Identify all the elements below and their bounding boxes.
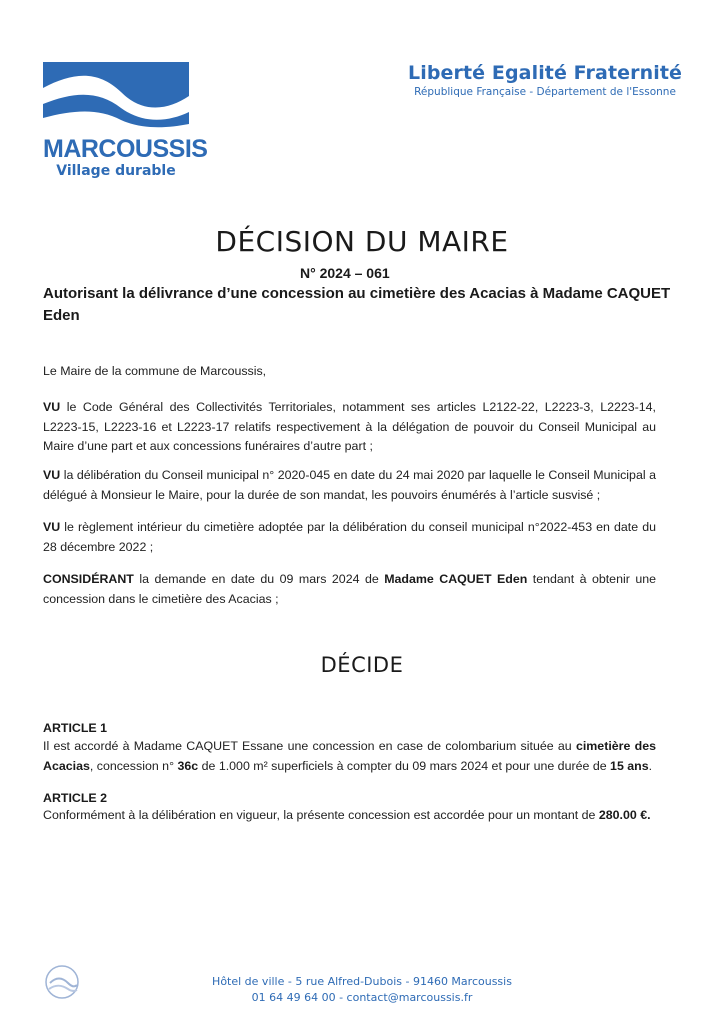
article-1-text xyxy=(43,737,656,776)
considerant-label: CONSIDÉRANT xyxy=(43,572,134,586)
marcoussis-logo xyxy=(43,62,208,180)
considerant-paragraph xyxy=(43,570,656,609)
vu-text: le règlement intérieur du cimetière adoptée par la délibération du conseil municipal n°2022-453 en date du 28 décembre 2022 ; xyxy=(43,520,656,554)
vu-text: le Code Général des Collectivités Territoriales, notamment ses articles L2122-22, L2223-3, L2223-14, L2223-15, L2223-16 et L2223-17 relatifs respectivement à la délégation de pouvoir du Conseil Municipal au Maire d’une part et aux concessions funéraires d’autre part ; xyxy=(43,400,656,453)
concession-duration: 15 ans xyxy=(610,758,649,773)
article-1-part: Il est accordé à Madame CAQUET Essane une concession en case de colombarium située au xyxy=(43,739,576,753)
republic-motto xyxy=(408,61,682,99)
applicant-name: Madame CAQUET Eden xyxy=(384,572,528,586)
footer-contact-line: 01 64 49 64 00 - contact@marcoussis.fr xyxy=(251,991,473,1004)
vu-paragraph-1 xyxy=(43,398,656,457)
intro-paragraph: Le Maire de la commune de Marcoussis, xyxy=(43,364,267,378)
logo-wave-icon xyxy=(43,62,189,134)
vu-paragraph-3 xyxy=(43,518,656,557)
article-2-part: Conformément à la délibération en vigueur, la présente concession est accordée pour un montant de xyxy=(43,808,599,822)
motto-subtitle: République Française - Département de l'Essonne xyxy=(414,86,676,98)
vu-text: la délibération du Conseil municipal n° 2020-045 en date du 24 mai 2020 par laquelle le Conseil Municipal a délégué à Monsieur le Maire, pour la durée de son mandat, les pouvoirs énumérés à l’article susvisé ; xyxy=(43,468,656,502)
article-2-text xyxy=(43,806,656,826)
article-1-part: de 1.000 m² superficiels à compter du 09 mars 2024 et pour une durée de xyxy=(198,758,611,773)
article-1-title: ARTICLE 1 xyxy=(43,721,108,735)
document-title: DÉCISION DU MAIRE xyxy=(215,225,509,258)
vu-paragraph-2 xyxy=(43,466,656,505)
article-1-part: . xyxy=(648,758,653,773)
footer-address-line: Hôtel de ville - 5 rue Alfred-Dubois - 91460 Marcoussis xyxy=(212,975,512,988)
decision-number: N° 2024 – 061 xyxy=(300,265,390,281)
logo-subtitle: Village durable xyxy=(56,163,176,179)
decide-heading: DÉCIDE xyxy=(320,653,404,677)
concession-amount: 280.00 €. xyxy=(598,808,651,822)
vu-label: VU xyxy=(43,520,61,534)
motto-text: Liberté Egalité Fraternité xyxy=(408,62,682,84)
vu-label: VU xyxy=(43,400,61,414)
decision-subject: Autorisant la délivrance d’une concession au cimetière des Acacias à Madame CAQUET Eden xyxy=(43,285,671,324)
article-2-title: ARTICLE 2 xyxy=(43,791,108,805)
cemetery-name: cimetière des Acacias xyxy=(43,739,656,773)
concession-number: 36c xyxy=(177,758,199,773)
vu-label: VU xyxy=(43,468,61,482)
footer-address xyxy=(0,974,724,1006)
considerant-text-end: tendant à obtenir une concession dans le cimetière des Acacias ; xyxy=(43,572,656,606)
considerant-text: la demande en date du 09 mars 2024 de xyxy=(133,572,385,586)
logo-name: MARCOUSSIS xyxy=(43,135,208,163)
article-1-part: , concession n° xyxy=(89,758,178,773)
